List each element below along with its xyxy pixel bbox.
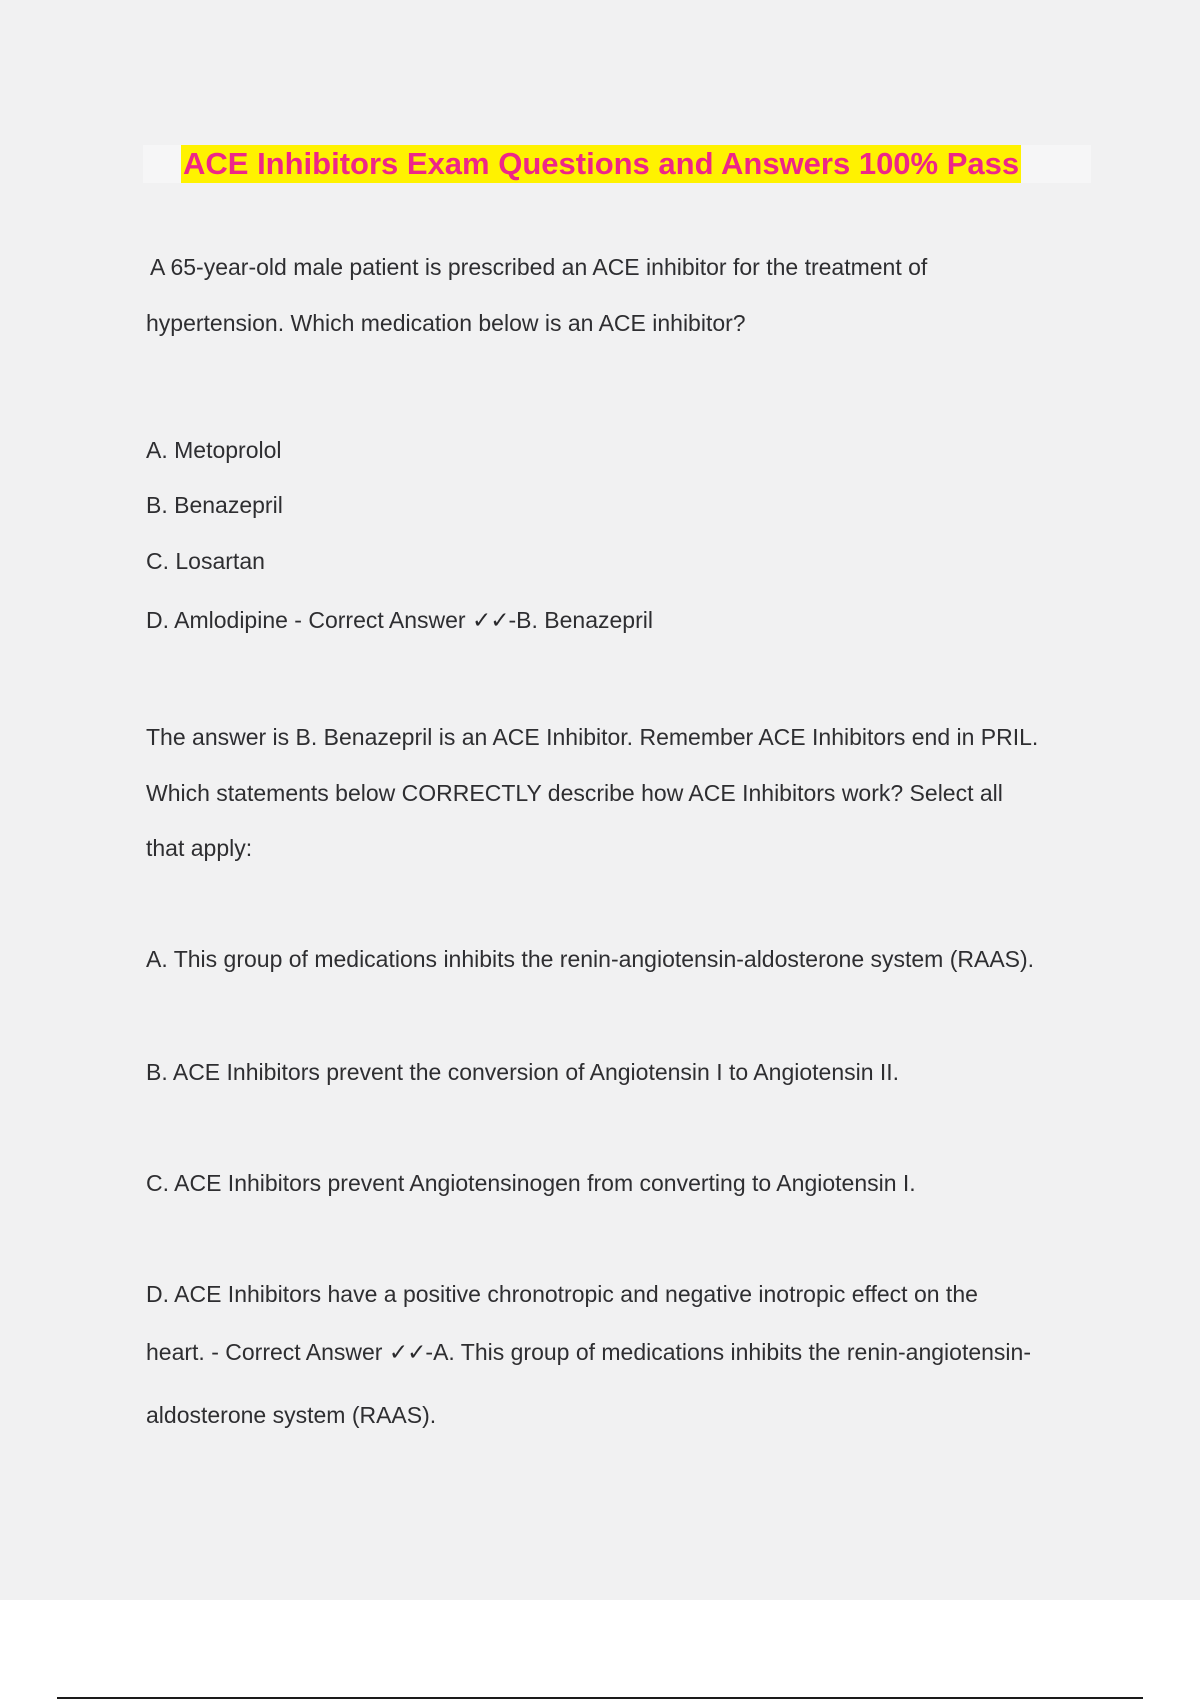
q1-stem-line-2: hypertension. Which medication below is an ACE inhibitor? <box>146 310 746 336</box>
q2-option-d-line-2 <box>146 1337 1031 1368</box>
check-mark-icon: ✓✓ <box>388 1340 426 1366</box>
q1-option-b: B. Benazepril <box>146 492 283 518</box>
q1-explanation: The answer is B. Benazepril is an ACE Inhibitor. Remember ACE Inhibitors end in PRIL. <box>146 724 1039 750</box>
q1-option-a: A. Metoprolol <box>146 437 282 463</box>
q2-stem-line-2: that apply: <box>146 835 253 861</box>
footer-rule <box>57 1697 1143 1699</box>
q2-option-d-line-1: D. ACE Inhibitors have a positive chronotropic and negative inotropic effect on the <box>146 1281 978 1307</box>
q1-option-d-with-answer <box>146 605 653 636</box>
document-title: ACE Inhibitors Exam Questions and Answers 100% Pass <box>183 146 1020 181</box>
q1-answer-text: -B. Benazepril <box>508 607 653 633</box>
q2-stem-line-1: Which statements below CORRECTLY describe how ACE Inhibitors work? Select all <box>146 780 1003 806</box>
q2-option-b: B. ACE Inhibitors prevent the conversion of Angiotensin I to Angiotensin II. <box>146 1059 900 1085</box>
q1-stem-line-1: A 65-year-old male patient is prescribed an ACE inhibitor for the treatment of <box>150 254 928 280</box>
q2-answer-line-3: aldosterone system (RAAS). <box>146 1402 437 1428</box>
q2-answer-line-2: -A. This group of medications inhibits the renin-angiotensin- <box>425 1339 1031 1365</box>
q1-option-c: C. Losartan <box>146 548 265 574</box>
q2-option-c: C. ACE Inhibitors prevent Angiotensinogen from converting to Angiotensin I. <box>146 1170 916 1196</box>
check-mark-icon: ✓✓ <box>471 608 509 634</box>
q2-option-a: A. This group of medications inhibits the renin-angiotensin-aldosterone system (RAAS). <box>146 946 1035 972</box>
q2-option-d-prefix: heart. - Correct Answer <box>146 1339 389 1365</box>
q1-option-d-text: D. Amlodipine - Correct Answer <box>146 607 472 633</box>
